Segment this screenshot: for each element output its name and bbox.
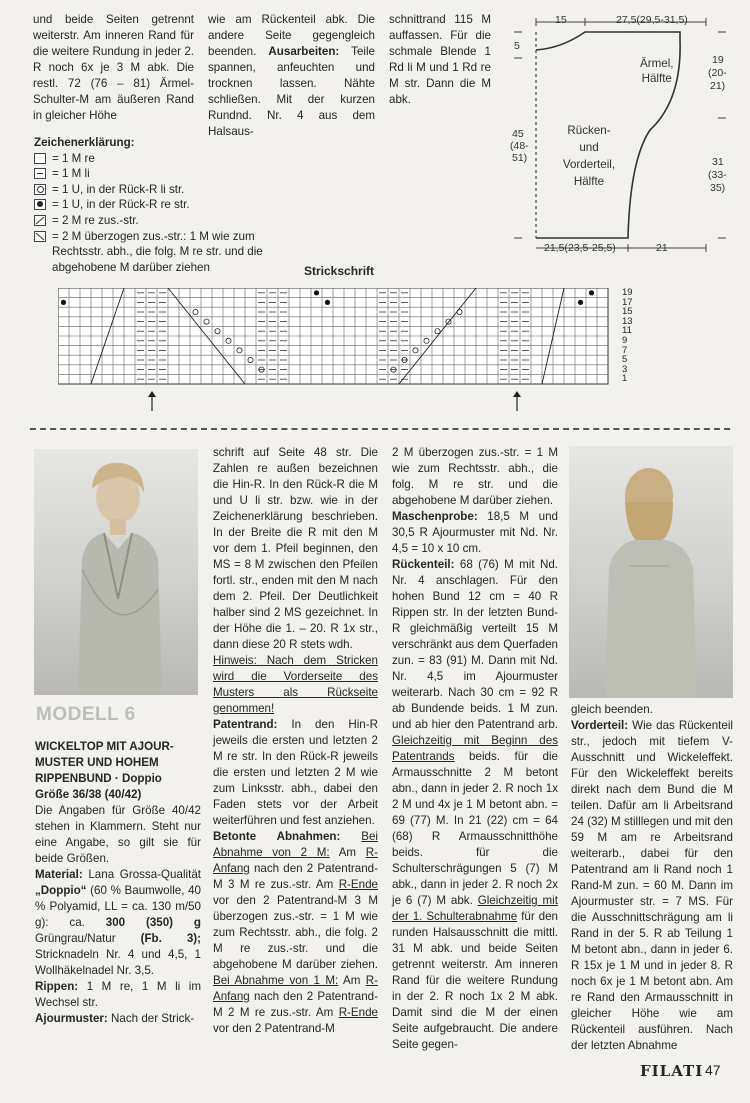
knitting-grid <box>58 288 638 408</box>
bottom-text-col-1 <box>35 739 201 1027</box>
text: (60 % Baumwolle, 40 % Polyamid, LL = ca. 130 m/50 g): ca. <box>35 884 201 929</box>
square-dash-icon <box>34 168 46 179</box>
section-heading: Betonte Abnahmen: <box>213 830 341 843</box>
row-number-column <box>622 288 638 384</box>
schematic-diagram <box>500 10 732 260</box>
text: vor den 2 Patentrand-M 3 M überzogen zus.-str. = 1 M wie zum Rechtsstr. abh., die folg. 2 M re zus.-str. und die abgehobene M darüber ziehen. <box>213 894 378 971</box>
section-heading: Rückenteil: <box>392 558 455 571</box>
square-empty-icon <box>34 153 46 164</box>
diagram-label: Rücken- <box>567 124 611 137</box>
legend-text: = 1 U, in der Rück-R li str. <box>52 182 185 196</box>
arrow-up-icon <box>511 390 523 412</box>
diagram-label: Hälfte <box>641 72 672 85</box>
legend-text: = 2 M überzogen zus.-str.: 1 M wie zum Rechtsstr. abh., die folg. M re str. und die abgehobene M darüber ziehen <box>52 229 263 274</box>
text: vor den 2 Patentrand-M <box>213 1022 335 1035</box>
dimension-label: 5 <box>514 40 520 52</box>
text: Grüngrau/Natur <box>35 932 116 945</box>
size-heading: Größe 36/38 (40/42) <box>35 788 142 801</box>
text: nach den 2 Patentrand-M 2 M re zus.-str. Am <box>213 990 378 1019</box>
row-number: 1 <box>622 373 628 385</box>
text: R-Ende <box>338 878 378 891</box>
legend-row <box>34 182 294 198</box>
legend-row <box>34 229 294 276</box>
text: R-Anfang <box>213 974 378 1003</box>
section-heading: Vorderteil: <box>571 719 629 732</box>
text: In den Hin-R jeweils die ersten und letzten 2 M re str. In den Rück-R jeweils die ersten und letzten 2 M wie zum Linksstr. abh., dabei den Faden stets vor der Arbeit weiterführen und fest anziehen. <box>213 718 378 827</box>
sleeve-label <box>640 56 674 86</box>
text: Lana Grossa-Qualität <box>88 868 201 881</box>
section-heading: Maschenprobe: <box>392 510 478 523</box>
section-heading: Rippen: <box>35 980 79 993</box>
square-circle-icon <box>34 184 46 195</box>
paragraph: Die Angaben für Größe 40/42 stehen in Klammern. Steht nur eine Angabe, so gilt sie für beide Größen. <box>35 804 201 865</box>
legend-row <box>34 166 294 182</box>
knitting-chart <box>58 288 638 408</box>
square-dot-icon <box>34 199 46 210</box>
paragraph: Teile spannen, anfeuchten und trocknen lassen. Nähte schließen. Mit der kurzen Rundnd. Nr. 4 aus dem Halsaus- <box>208 45 375 138</box>
text: beids. für die Armausschnitte 2 M betont abn., dann in jeder 2. R noch 1x 2 M und 4x je 1 M betont abn. = 69 (77) M. In 21 (22) cm = 64 (68) R Armausschnitthöhe beids. für die Schulterschrägungen 5 (7) M abk., dann in jeder 2. R noch 2x je 6 (7) M abk. <box>392 750 558 907</box>
legend-title: Zeichenerklärung: <box>34 136 135 149</box>
text: 68 (76) M mit Nd. Nr. 4 anschlagen. Für den hohen Bund 12 cm = 40 R Rippen str. In der letzten Bund-R gleichmäßig verteilt 15 M verschränkt aus dem Querfaden zun. = 83 (91) M. Dann mit Nd. Nr. 4,5 im Ajourmuster weiterarb. Nach 30 cm = 92 R ab Bundende beids. 1 M zun. und ab hier den Patentrand arb. <box>392 558 558 731</box>
section-heading: Ausarbeiten: <box>268 45 340 58</box>
dimension-label: (20- <box>708 67 727 79</box>
text: nach den 2 Patentrand-M 3 M re zus.-str. Am <box>213 862 378 891</box>
dimension-label: (33- <box>708 169 727 181</box>
row-number: 7 <box>622 344 628 356</box>
text: Nach der Strick- <box>111 1012 195 1025</box>
paragraph: wie am Rückenteil abk. Die andere Seite gegengleich beenden. <box>208 13 375 58</box>
dimension-label: 35) <box>710 182 726 194</box>
model-figure-back <box>569 446 733 698</box>
diagram-label: Hälfte <box>573 175 605 188</box>
pattern-title: WICKELTOP MIT AJOUR- <box>35 740 174 753</box>
square-backslash-icon <box>34 231 46 242</box>
legend-text: = 1 M li <box>52 167 90 181</box>
page-number: 47 <box>705 1062 721 1078</box>
legend-text: = 1 U, in der Rück-R re str. <box>52 198 190 212</box>
row-number: 5 <box>622 354 628 366</box>
diagram-label: Ärmel, <box>640 57 674 70</box>
legend-row <box>34 151 294 167</box>
yarn-over-dot <box>325 300 330 305</box>
model-photo-back <box>569 446 733 698</box>
section-heading: Material: <box>35 868 83 881</box>
bottom-text-col-3 <box>392 445 558 1053</box>
dimension-label: 45 <box>512 128 524 140</box>
yarn-over-dot <box>589 290 594 295</box>
diagram-label: Vorderteil, <box>562 158 616 171</box>
text: Gleichzeitig mit der 1. Schulterabnahme <box>392 894 558 923</box>
yarn-over-dot <box>61 300 66 305</box>
text: Am <box>342 974 361 987</box>
dimension-label: 31 <box>712 156 724 168</box>
dimension-label: 21) <box>710 80 726 92</box>
legend-row <box>34 213 294 229</box>
legend <box>34 135 294 275</box>
top-text-col-3 <box>389 12 491 108</box>
bottom-text-col-2 <box>213 445 378 1037</box>
yarn-over-dot <box>578 300 583 305</box>
text: R-Ende <box>338 1006 378 1019</box>
body-label <box>544 122 634 190</box>
dimension-label: 15 <box>555 14 567 26</box>
section-heading: Patentrand: <box>213 718 278 731</box>
legend-row <box>34 197 294 213</box>
text: Bei Abnahme von 1 M: <box>213 974 339 987</box>
dimension-label: 21,5(23,5-25,5) <box>544 242 616 254</box>
top-text-col-2 <box>208 12 375 140</box>
row-number: 13 <box>622 315 633 327</box>
text: 18,5 M und 30,5 R Ajourmuster mit Nd. Nr. 4,5 = 10 x 10 cm. <box>392 510 558 555</box>
row-number: 11 <box>622 325 632 337</box>
magazine-brand: FILATI <box>640 1062 704 1080</box>
text: R-Anfang <box>213 846 378 875</box>
text: Am <box>338 846 357 859</box>
pattern-title: RIPPENBUND · Doppio <box>35 772 162 785</box>
chart-title: Strickschrift <box>304 264 375 278</box>
dimension-label: 19 <box>712 54 724 66</box>
yarn-amount: 300 (350) g <box>105 916 201 929</box>
paragraph: 2 M überzogen zus.-str. = 1 M wie zum Rechtsstr. abh., die folg. M re str. und die abgehobene M darüber ziehen. <box>392 446 558 507</box>
section-divider <box>30 428 730 430</box>
text: Wie das Rückenteil str., jedoch mit tiefem V-Ausschnitt und Wickeleffekt. Für den Wickeleffekt bereits direkt nach dem Bund die M teilen. Dafür am li Arbeitsrand 24 (32) M stilllegen und mit den 59 M am re Arbeitsrand weiterarb., dabei für den Patentrand am li Rand noch 1 Rand-M zun. = 60 M. Dann im Ajourmuster str. = 7 MS. Für die Ausschnittschrägung am li Rand in der 5. R ab Teilung 1 M betont abn., dann in jeder 6. R 15x je 1 M und in jeder 8. R noch 6x je 1 M betont abn. Am re Rand den Armausschnitt in gleicher Höhe wie am Rückenteil ausführen. Nach der letzten Abnahme <box>571 719 733 1052</box>
model-title: MODELL 6 <box>36 704 136 725</box>
bottom-text-col-4 <box>571 702 733 1054</box>
legend-text: = 1 M re <box>52 151 95 165</box>
dimension-label: 27,5(29,5-31,5) <box>616 14 688 26</box>
pattern-title: MUSTER UND HOHEM <box>35 756 159 769</box>
paragraph: gleich beenden. <box>571 703 653 716</box>
row-number: 3 <box>622 363 628 375</box>
yarn-name: „Doppio“ <box>35 884 87 897</box>
yarn-over-dot <box>314 290 319 295</box>
model-photo-front <box>34 449 198 695</box>
paragraph: und beide Seiten getrennt weiterstr. Am inneren Rand für die weitere Rundung in jeder 2. R noch 6x je 3 M abk. Die restl. 72 (76 – 81) Ärmel-Schulter-M am äußeren Rand in gleicher Höhe <box>33 13 194 122</box>
row-number: 17 <box>622 296 633 308</box>
arrow-up-icon <box>146 390 158 412</box>
text: Gleichzeitig mit Beginn des Patentrands <box>392 734 558 763</box>
legend-text: = 2 M re zus.-str. <box>52 213 139 227</box>
row-number: 19 <box>622 287 633 298</box>
dimension-label: (48- <box>510 140 529 152</box>
text: Stricknadeln Nr. 4 und 4,5, 1 Wollhäkelnadel Nr. 3,5. <box>35 948 201 977</box>
dimension-label: 51) <box>512 152 528 164</box>
row-number: 15 <box>622 306 633 318</box>
text: 1 M re, 1 M li im Wechsel str. <box>35 980 201 1009</box>
paragraph: schrift auf Seite 48 str. Die Zahlen re außen bezeichnen die Hin-R. In den Rück-R die M und U li str. bzw. wie in der Zeichenerklärung beschrieben. In der Breite die R mit den M vor dem 1. Pfeil beginnen, den MS = 8 M zwischen den Pfeilen fortl. str., enden mit den M nach dem 2. Pfeil. Der Deutlichkeit halber sind 2 MS gezeichnet. In der Höhe die 1. – 20. R 1x str., dann diese 20 R stets wdh. <box>213 446 378 651</box>
text: für den runden Halsausschnitt die mittl. 31 M abk. und beide Seiten getrennt weiterstr. Am inneren Rand für die weitere Rundung in der 2. R noch 1x 2 M abk. Damit sind die M der einen Seite aufgebraucht. Die andere Seite gegen- <box>392 910 558 1051</box>
diagram-label: und <box>579 141 599 154</box>
text: Bei Abnahme von 2 M: <box>213 830 378 859</box>
paragraph: schnittrand 115 M auffassen. Für die schmale Blende 1 Rd li M und 1 Rd re M str. Dann die M abk. <box>389 13 491 106</box>
row-number: 9 <box>622 334 628 346</box>
section-heading: Ajourmuster: <box>35 1012 108 1025</box>
hint-note: Hinweis: Nach dem Stricken wird die Vorderseite des Musters als Rückseite genommen! <box>213 654 378 715</box>
color-number: (Fb. 3); <box>140 932 201 945</box>
dimension-label: 21 <box>656 242 668 254</box>
model-figure-front <box>34 449 198 695</box>
top-text-col-1 <box>33 12 194 124</box>
square-slash-icon <box>34 215 46 226</box>
